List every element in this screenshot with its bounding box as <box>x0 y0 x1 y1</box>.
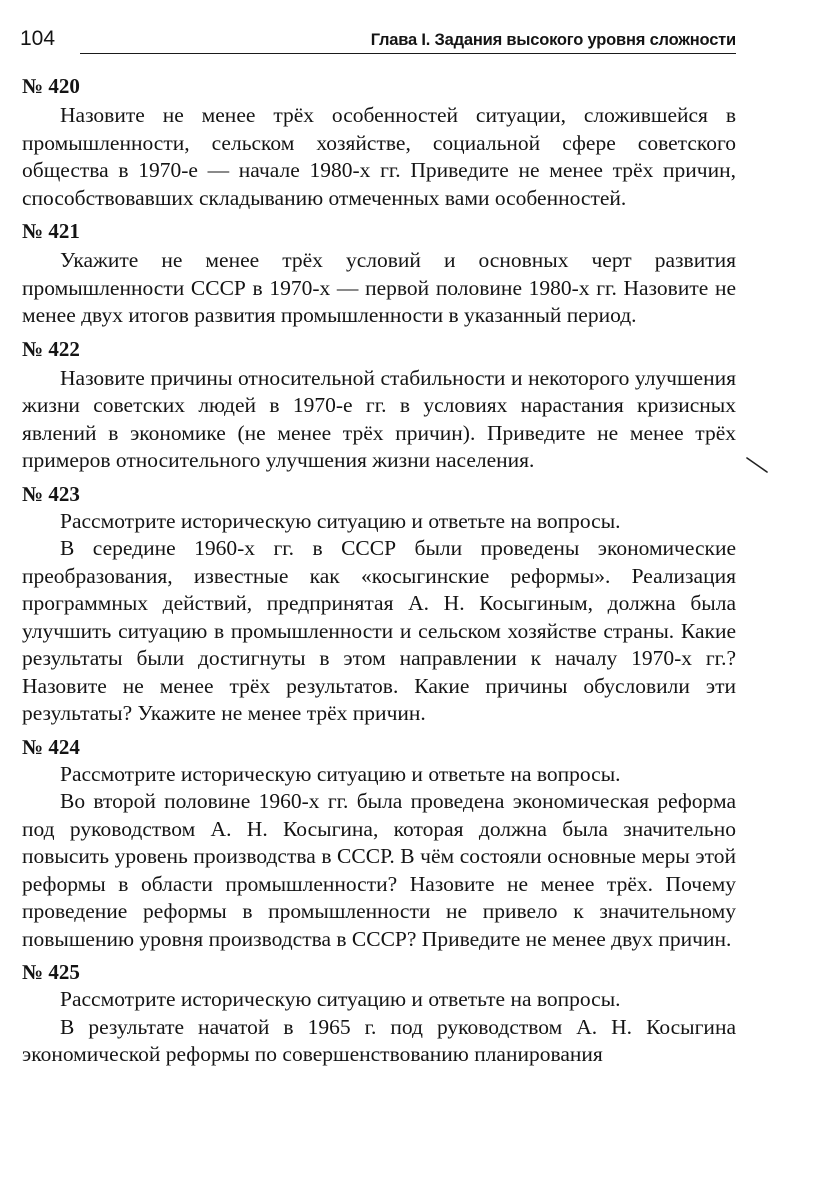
page-number: 104 <box>20 27 56 50</box>
task-number: № 420 <box>22 74 80 98</box>
header-rule <box>80 53 736 54</box>
task-number: № 424 <box>22 734 80 759</box>
task-422 <box>22 335 736 475</box>
task-number: № 423 <box>22 481 80 506</box>
task-number: № 425 <box>22 960 80 984</box>
chapter-title: Глава I. Задания высокого уровня сложности <box>370 31 736 49</box>
task-text: В середине 1960-х гг. в СССР были проведены экономические преобразования, известные как «косыгинские реформы». Реализация программных действий, предпринятая А. Н. Косыгиным, должна была улучшить ситуацию в промышленности и сельском хозяйстве страны. Какие результаты были достигнуты в этом направлении к началу 1970-х гг.? Назовите не менее трёх результатов. Какие причины обусловили эти результаты? Укажите не менее трёх причин. <box>22 536 736 725</box>
task-text: Назовите причины относительной стабильности и некоторого улучшения жизни советских людей в 1970-е гг. в условиях нарастания кризисных явлений в экономике (не менее трёх причин). Приведите не менее трёх примеров относительного улучшения жизни населения. <box>22 365 736 472</box>
pencil-mark <box>745 455 771 475</box>
running-head <box>20 26 736 58</box>
task-text: Назовите не менее трёх особенностей ситуации, сложившейся в промышленности, сельском хозяйстве, социальной сфере советского общества в 1970-е — начале 1980-х гг. Приведите не менее трёх причин, способствовавших складыванию отмеченных вами особенностей. <box>22 103 736 210</box>
task-number: № 422 <box>22 336 80 361</box>
task-text: Укажите не менее трёх условий и основных черт развития промышленности СССР в 1970-х — первой половине 1980-х гг. Назовите не менее двух итогов развития промышленности в указанный период. <box>22 248 736 327</box>
task-424 <box>22 733 736 954</box>
task-420 <box>22 72 736 212</box>
task-425 <box>22 958 736 1069</box>
task-instruction: Рассмотрите историческую ситуацию и ответьте на вопросы. <box>60 508 621 533</box>
task-text: Во второй половине 1960-х гг. была проведена экономическая реформа под руководством А. Н. Косыгина, которая должна была значительно повысить уровень производства в СССР. В чём состояли основные меры этой реформы в области промышленности? Назовите не менее трёх. Почему проведение реформы в промышленности не привело к значительному повышению уровня производства в СССР? Приведите не менее двух причин. <box>22 789 736 951</box>
task-instruction: Рассмотрите историческую ситуацию и ответьте на вопросы. <box>60 987 621 1011</box>
task-instruction: Рассмотрите историческую ситуацию и ответьте на вопросы. <box>60 761 621 786</box>
task-text: В результате начатой в 1965 г. под руководством А. Н. Косыгина экономической реформы по совершенствованию планирования <box>22 1014 736 1066</box>
task-423 <box>22 480 736 728</box>
task-421 <box>22 217 736 330</box>
page-content <box>22 72 736 1069</box>
task-number: № 421 <box>22 219 80 243</box>
